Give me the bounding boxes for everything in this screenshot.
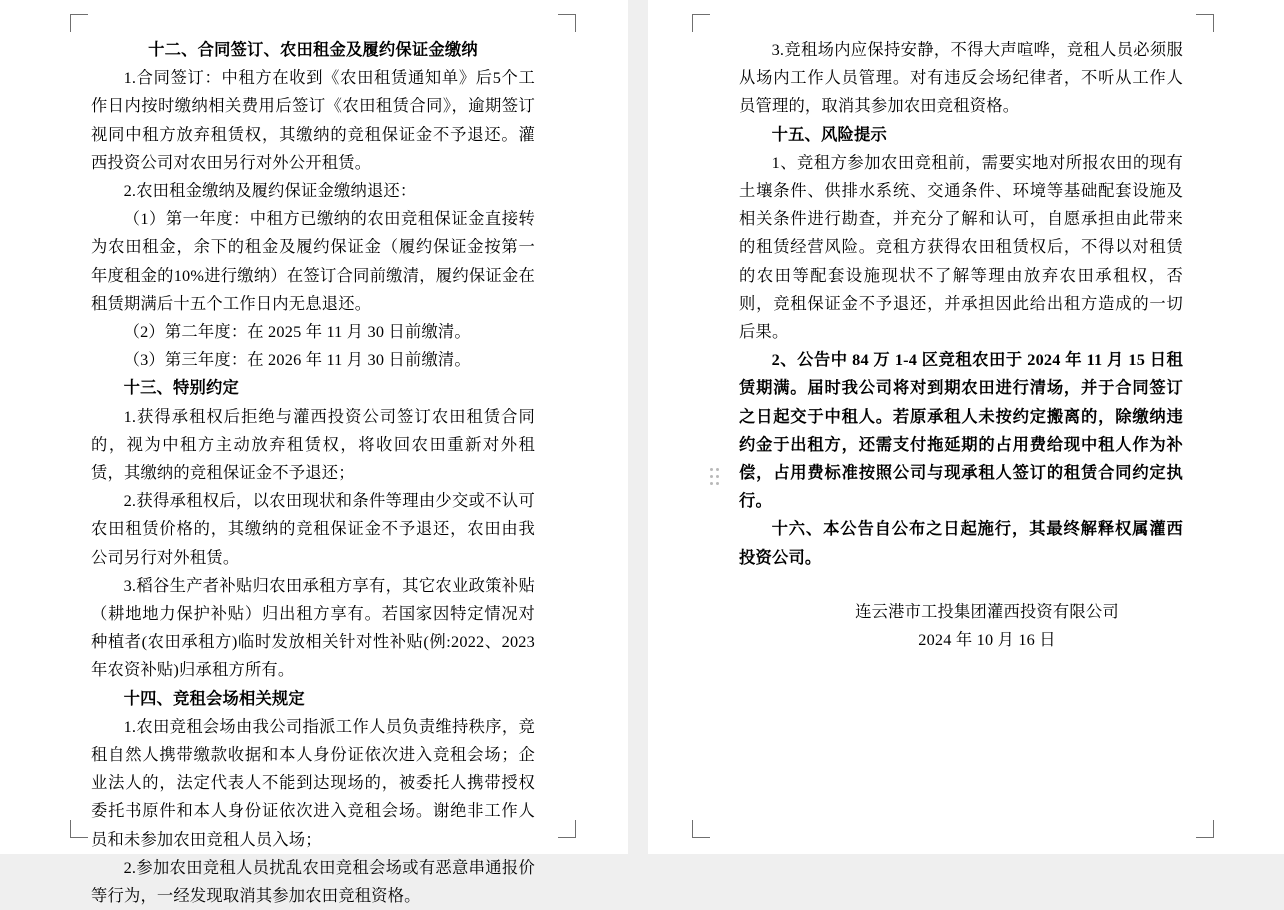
crop-mark-bottom-left	[692, 820, 710, 838]
section-heading-15: 十五、风险提示	[771, 124, 887, 144]
signature-company: 连云港市工投集团灌西投资有限公司	[855, 601, 1119, 621]
page-left-text-column	[91, 36, 535, 910]
section-heading-14: 十四、竞租会场相关规定	[123, 688, 305, 708]
paragraph-12-2-2: （2）第二年度：在 2025 年 11 月 30 日前缴清。	[123, 322, 471, 342]
crop-mark-top-right	[1196, 14, 1214, 32]
paragraph-12-2-3: （3）第三年度：在 2026 年 11 月 30 日前缴清。	[123, 350, 471, 370]
paragraph-14-2: 2.参加农田竞租人员扰乱农田竞租会场或有恶意串通报价等行为，一经发现取消其参加农田竞租资格。	[91, 857, 535, 906]
signature-block	[739, 598, 1183, 654]
paragraph-15-2: 2、公告中 84 万 1-4 区竞租农田于 2024 年 11 月 15 日租赁期满。届时我公司将对到期农田进行清场，并于合同签订之日起交于中租人。若原承租人未按约定搬离的，除缴纳违约金于出租方，还需支付拖延期的占用费给现中租人作为补偿，占用费标准按照公司与现承租人签订的租赁合同约定执行。	[739, 350, 1183, 511]
section-heading-16: 十六、本公告自公布之日起施行，其最终解释权属灌西投资公司。	[739, 519, 1183, 567]
crop-mark-bottom-right	[558, 820, 576, 838]
paragraph-15-1: 1、竞租方参加农田竞租前，需要实地对所报农田的现有土壤条件、供排水系统、交通条件、环境等基础配套设施及相关条件进行勘查，并充分了解和认可，自愿承担由此带来的租赁经营风险。竞租方获得农田租赁权后，不得以对租赁的农田等配套设施现状不了解等理由放弃农田承租权，否则，竞租保证金不予退还，并承担因此给出租方造成的一切后果。	[739, 152, 1183, 342]
crop-mark-top-left	[692, 14, 710, 32]
section-heading-13: 十三、特别约定	[123, 378, 239, 398]
page-right-text-column	[739, 36, 1183, 654]
paragraph-13-3: 3.稻谷生产者补贴归农田承租方享有，其它农业政策补贴（耕地地力保护补贴）归出租方享有。若国家因特定情况对种植者(农田承租方)临时发放相关针对性补贴(例:2022、2023 年农资补贴)归承租方所有。	[91, 575, 535, 680]
paragraph-13-2: 2.获得承租权后，以农田现状和条件等理由少交或不认可农田租赁价格的，其缴纳的竞租保证金不予退还，农田由我公司另行对外租赁。	[91, 491, 535, 567]
paragraph-12-2: 2.农田租金缴纳及履约保证金缴纳退还：	[123, 181, 417, 201]
paragraph-13-1: 1.获得承租权后拒绝与灌西投资公司签订农田租赁合同的，视为中租方主动放弃租赁权，将收回农田重新对外租赁，其缴纳的竞租保证金不予退还；	[91, 406, 535, 483]
paragraph-14-1: 1.农田竞租会场由我公司指派工作人员负责维持秩序，竞租自然人携带缴款收据和本人身份证依次进入竞租会场；企业法人的，法定代表人不能到达现场的，被委托人携带授权委托书原件和本人身份证依次进入竞租会场。谢绝非工作人员和未参加农田竞租人员入场；	[91, 716, 535, 849]
section-heading-12: 十二、合同签订、农田租金及履约保证金缴纳	[148, 40, 478, 59]
paragraph-12-2-1: （1）第一年度：中租方已缴纳的农田竞租保证金直接转为农田租金，余下的租金及履约保证金（履约保证金按第一年度租金的10%进行缴纳）在签订合同前缴清，履约保证金在租赁期满后十五个工作日内无息退还。	[91, 209, 535, 313]
page-drag-handle[interactable]	[710, 468, 719, 488]
crop-mark-bottom-right	[1196, 820, 1214, 838]
signature-date: 2024 年 10 月 16 日	[918, 630, 1056, 650]
paragraph-12-1: 1.合同签订：中租方在收到《农田租赁通知单》后5个工作日内按时缴纳相关费用后签订《农田租赁合同》，逾期签订视同中租方放弃租赁权，其缴纳的竞租保证金不予退还。灌西投资公司对农田另行对外公开租赁。	[91, 68, 535, 172]
crop-mark-bottom-left	[70, 820, 88, 838]
document-page-left	[0, 0, 628, 906]
crop-mark-top-right	[558, 14, 576, 32]
paragraph-14-3: 3.竞租场内应保持安静，不得大声喧哗，竞租人员必须服从场内工作人员管理。对有违反会场纪律者，不听从工作人员管理的，取消其参加农田竞租资格。	[739, 40, 1183, 116]
crop-mark-top-left	[70, 14, 88, 32]
